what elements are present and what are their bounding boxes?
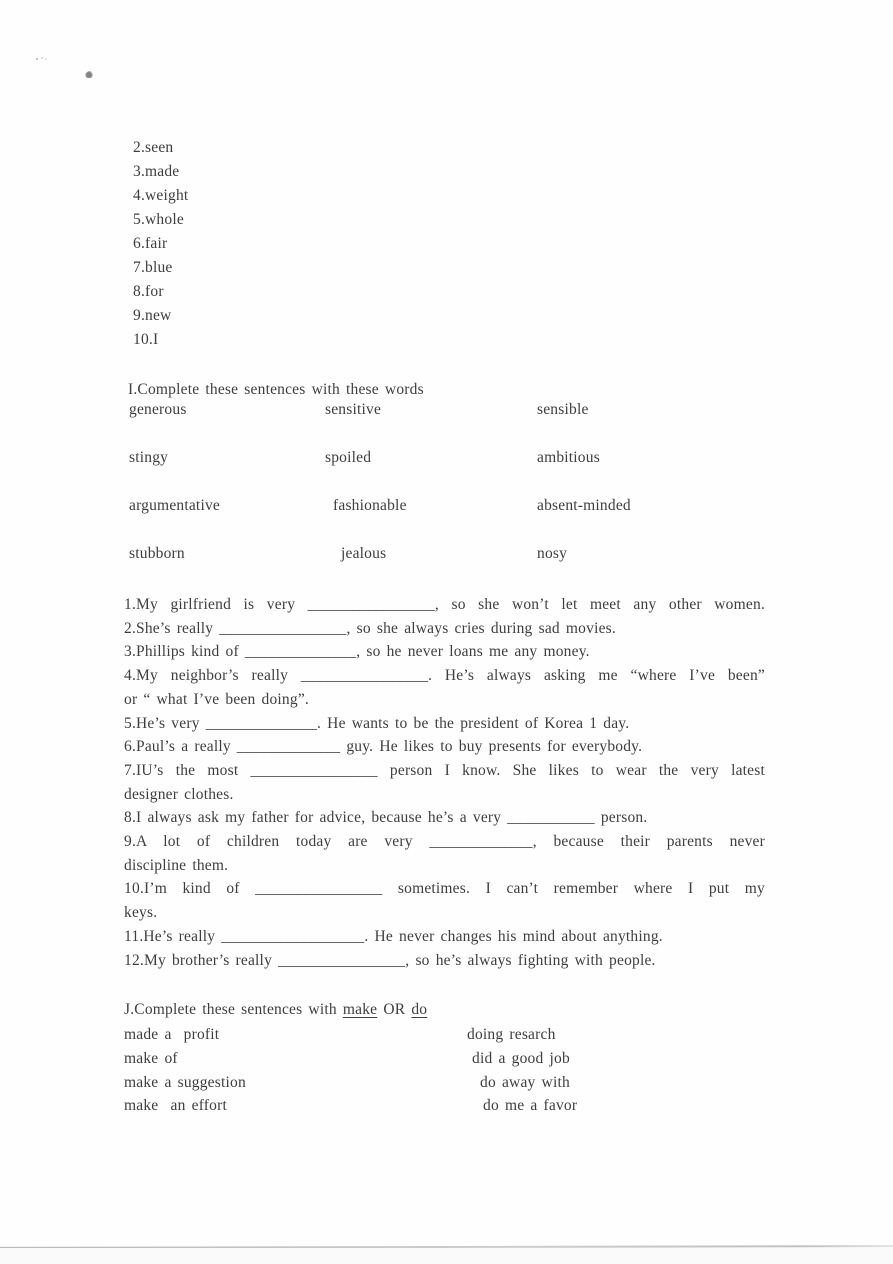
sentence-line: 6.Paul’s a really _____________ guy. He likes to buy presents for everybody. (124, 738, 643, 756)
scan-smudge (35, 56, 47, 61)
sentence-line: 12.My brother’s really ________________, so he’s always fighting with people. (124, 951, 656, 969)
word-bank (129, 401, 631, 593)
word-bank-item: nosy (537, 545, 568, 562)
collocation-right: do me a favor (483, 1097, 578, 1115)
word-bank-item: sensible (537, 401, 589, 418)
sentence-line: 9.A lot of children today are very _____________, because their parents never (124, 833, 765, 851)
sentence-line: 4.My neighbor’s really ________________. He’s always asking me “where I’ve been” (124, 667, 765, 685)
section-i-heading: I.Complete these sentences with these words (128, 381, 424, 398)
word-bank-item: ambitious (537, 449, 600, 466)
answer-item: 10.I (133, 331, 159, 348)
answer-item: 8.for (133, 283, 164, 300)
word-bank-item: argumentative (129, 497, 220, 514)
answer-item: 6.fair (133, 235, 168, 252)
word-bank-item: stingy (129, 449, 169, 466)
collocation-right: do away with (480, 1073, 570, 1091)
collocation-right: did a good job (472, 1049, 570, 1067)
sentence-line: 2.She’s really ________________, so she always cries during sad movies. (124, 619, 616, 637)
sentence-line: 5.He’s very ______________. He wants to be the president of Korea 1 day. (124, 714, 630, 732)
word-bank-item: jealous (341, 545, 387, 562)
collocation-left: make an effort (124, 1097, 227, 1115)
sentence-line: keys. (124, 904, 158, 922)
word-bank-item: sensitive (325, 401, 382, 418)
collocation-list (124, 1026, 784, 1121)
underlined-do: do (411, 1001, 428, 1018)
collocation-left: made a profit (124, 1026, 220, 1043)
answer-item: 5.whole (133, 211, 184, 228)
answer-item: 3.made (133, 163, 180, 180)
heading-prefix: J.Complete these sentences with (124, 1001, 343, 1018)
word-bank-item: stubborn (129, 545, 185, 562)
sentence-line: or “ what I’ve been doing”. (124, 690, 309, 708)
sentence-line: 8.I always ask my father for advice, because he’s a very ___________ person. (124, 809, 648, 827)
answer-list (133, 136, 188, 352)
collocation-left: make a suggestion (124, 1073, 246, 1091)
word-bank-item: spoiled (325, 449, 372, 466)
answer-item: 2.seen (133, 139, 174, 156)
sentence-line: 1.My girlfriend is very ________________, so she won’t let meet any other women. (124, 596, 765, 613)
section-j (124, 998, 784, 1121)
word-bank-item: generous (129, 401, 187, 418)
heading-or: OR (377, 1001, 412, 1018)
underlined-make: make (342, 1001, 378, 1018)
scan-smudge (85, 71, 93, 78)
word-bank-item: fashionable (333, 497, 407, 514)
section-j-heading (124, 998, 784, 1022)
word-bank-item: absent-minded (537, 497, 631, 514)
sentence-line: 10.I’m kind of ________________ sometimes. I can’t remember where I put my (124, 880, 765, 898)
answer-item: 7.blue (133, 259, 173, 276)
scan-below-edge (0, 1248, 893, 1264)
collocation-right: doing resarch (467, 1026, 556, 1043)
sentence-line: 7.IU’s the most ________________ person I know. She likes to wear the very latest (124, 761, 765, 779)
collocation-left: make of (124, 1049, 178, 1067)
sentence-line: 3.Phillips kind of ______________, so he never loans me any money. (124, 643, 590, 661)
sentence-line: 11.He’s really __________________. He never changes his mind about anything. (124, 927, 663, 945)
answer-item: 4.weight (133, 187, 189, 204)
sentence-line: discipline them. (124, 856, 229, 874)
fill-in-sentences (124, 593, 765, 972)
sentence-line: designer clothes. (124, 785, 234, 803)
answer-item: 9.new (133, 307, 172, 324)
